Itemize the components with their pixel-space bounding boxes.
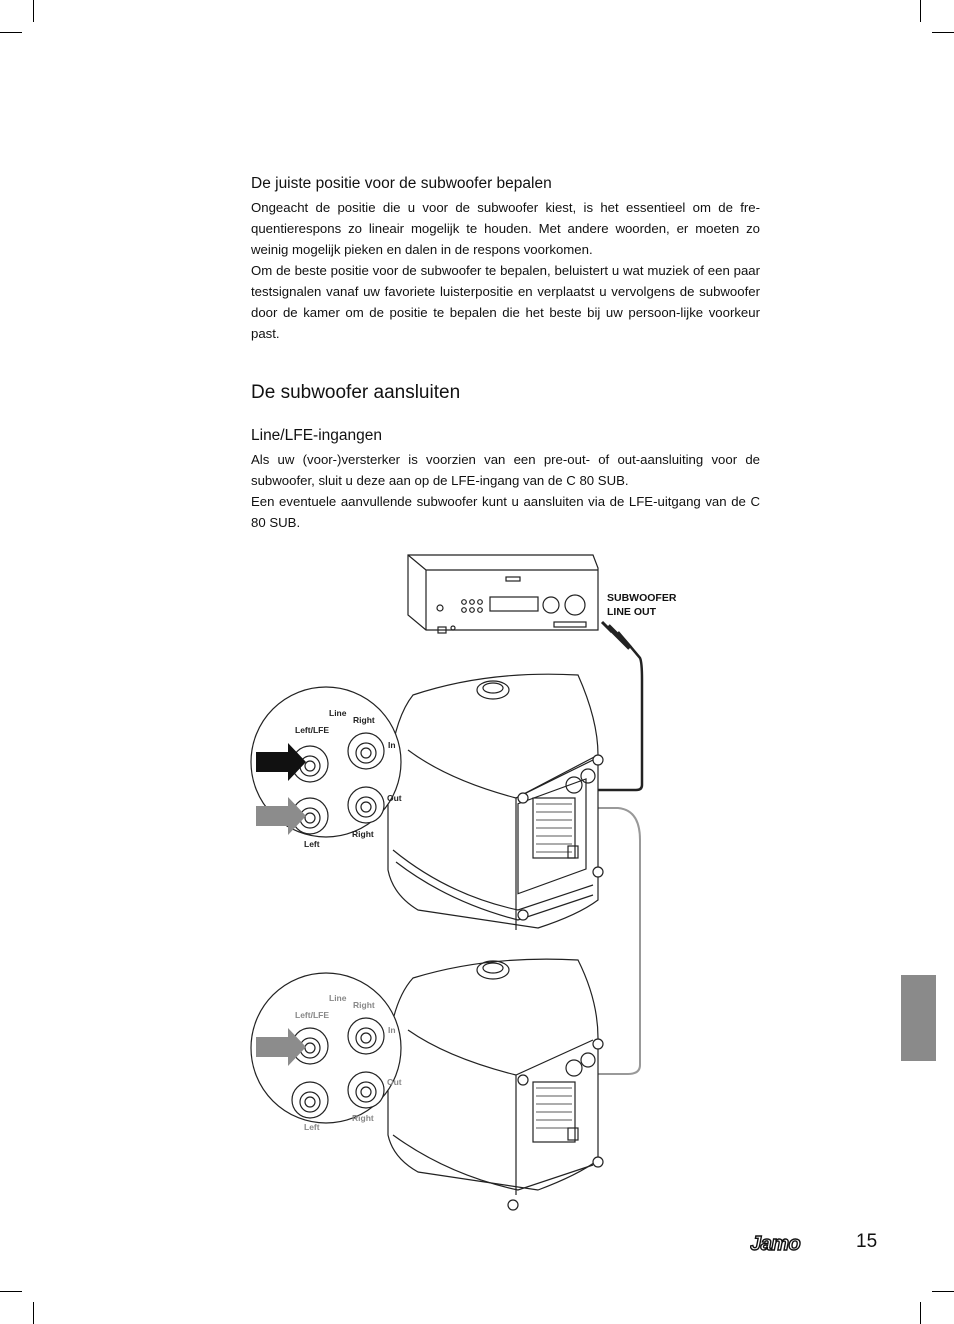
crop-mark — [0, 1291, 22, 1292]
amp-label-line-out: LINE OUT — [607, 606, 656, 618]
jamo-logo — [750, 1232, 828, 1254]
crop-mark — [932, 1291, 954, 1292]
amplifier-illustration — [408, 555, 598, 633]
label-out: Out — [387, 793, 402, 803]
crop-mark — [920, 1302, 921, 1324]
svg-text:Jamo: Jamo — [750, 1233, 801, 1254]
connector-panel-bottom-zoom — [251, 973, 402, 1132]
label-right: Right — [352, 829, 374, 839]
body-paragraph: Als uw (voor-)versterker is voorzien van een pre-out- of out-aansluiting voor de subwoofer, sluit u deze aan op de LFE-ingang van de C 80 SUB. — [251, 452, 760, 488]
label-left-lfe: Left/LFE — [295, 725, 329, 735]
page-number: 15 — [856, 1231, 878, 1252]
connector-panel-top-zoom — [251, 687, 402, 849]
section-line-lfe — [251, 426, 760, 533]
language-tab — [901, 975, 936, 1061]
label-left: Left — [304, 839, 320, 849]
body-paragraph: Een eventuele aanvullende subwoofer kunt u aansluiten via de LFE-uitgang van de C 80 SUB. — [251, 494, 760, 530]
connection-diagram — [248, 550, 708, 1225]
cable-line-out — [593, 632, 642, 790]
label-left-lfe: Left/LFE — [295, 1010, 329, 1020]
label-in: In — [388, 1025, 396, 1035]
crop-mark — [33, 0, 34, 22]
crop-mark — [932, 32, 954, 33]
section-title: De subwoofer aansluiten — [251, 382, 461, 403]
section-title-wrapper — [251, 381, 760, 405]
label-right: Right — [352, 1113, 374, 1123]
crop-mark — [0, 32, 22, 33]
label-right: Right — [353, 715, 375, 725]
subwoofer-top-illustration — [388, 674, 603, 930]
amp-label-subwoofer: SUBWOOFER — [607, 592, 677, 604]
label-right: Right — [353, 1000, 375, 1010]
subwoofer-bottom-illustration — [388, 959, 603, 1210]
label-out: Out — [387, 1077, 402, 1087]
section-subwoofer-position — [251, 174, 760, 344]
label-in: In — [388, 740, 396, 750]
label-line: Line — [329, 993, 347, 1003]
label-left: Left — [304, 1122, 320, 1132]
crop-mark — [920, 0, 921, 22]
body-paragraph: Om de beste positie voor de subwoofer te bepalen, beluistert u wat muziek of een paar testsignalen vanaf uw favoriete luisterpositie en verplaatst u vervolgens de subwoofer door de kamer om de positie te bepalen die het beste bij uw persoon-lijke voorkeur past. — [251, 263, 760, 341]
cable-daisy-chain — [593, 808, 640, 1074]
section-heading: De juiste positie voor de subwoofer bepalen — [251, 175, 552, 192]
body-paragraph: Ongeacht de positie die u voor de subwoofer kiest, is het essentieel om de fre-quentierespons zo lineair mogelijk te houden. Met andere woorden, er moeten zo weinig mogelijk pieken en dalen in de respons voorkomen. — [251, 200, 760, 257]
label-line: Line — [329, 708, 347, 718]
section-subheading: Line/LFE-ingangen — [251, 427, 382, 444]
crop-mark — [33, 1302, 34, 1324]
